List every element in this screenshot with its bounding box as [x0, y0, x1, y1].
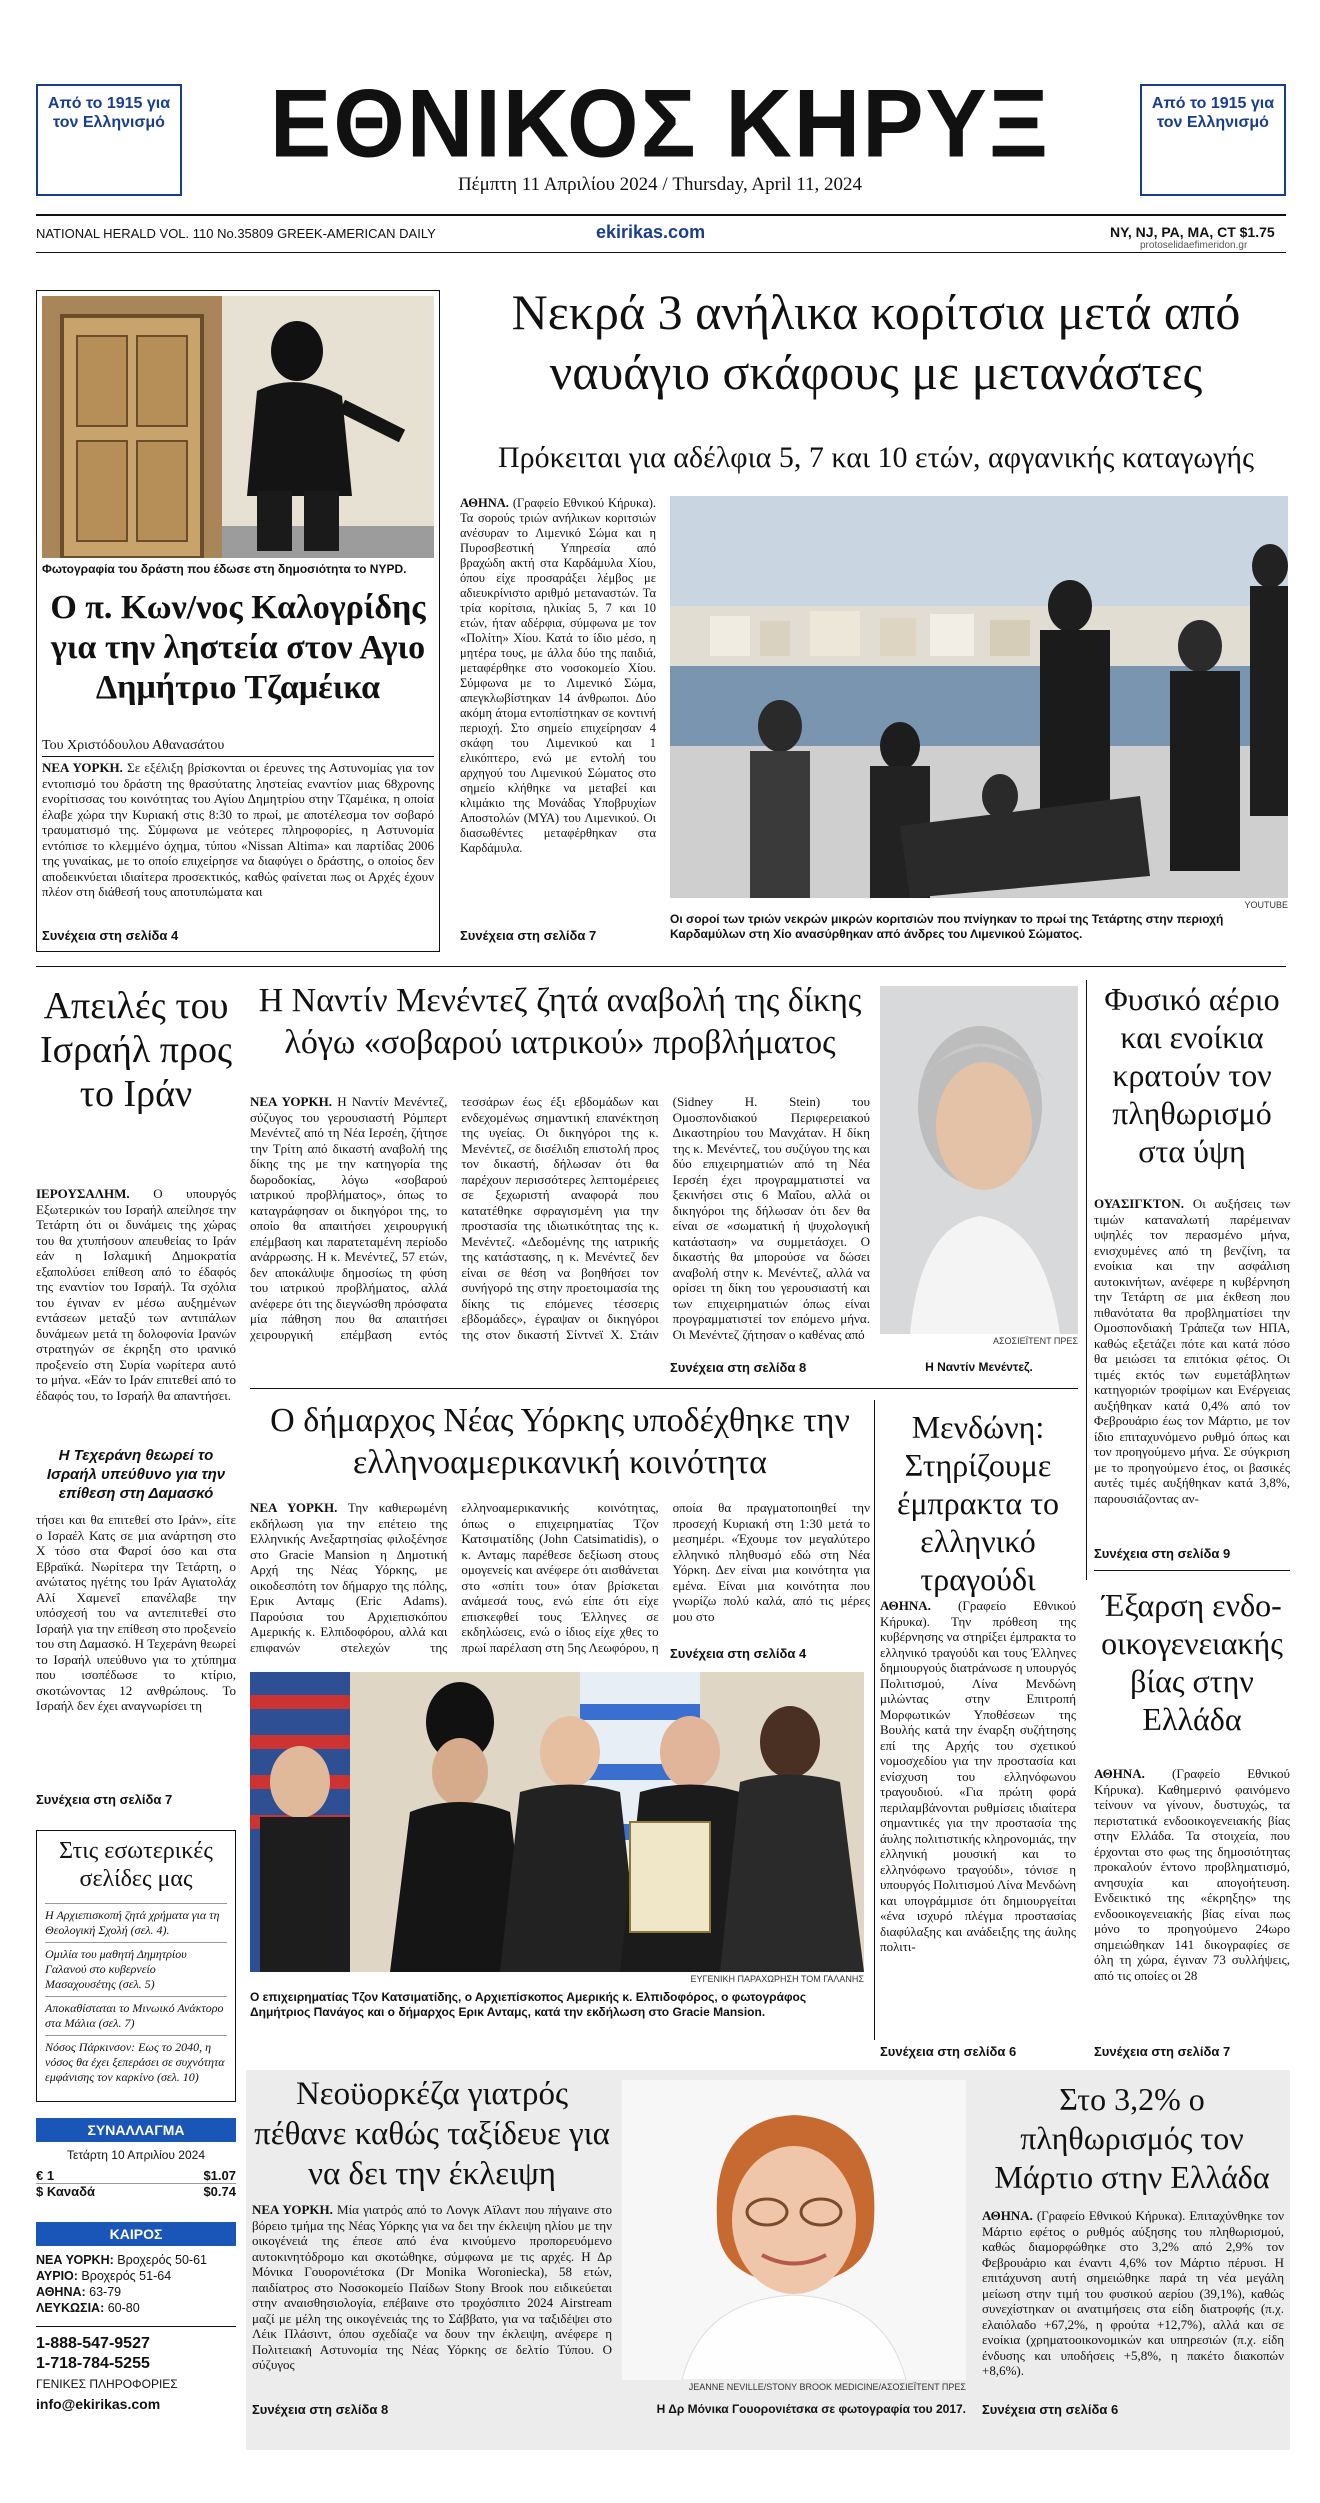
- gas-body-text: Οι αυξήσεις των τιμών καταναλωτή παρέμειναν υψηλές τον περασμένο μήνα, ενισχυμένες από τη βενζίνη, τα ενοίκια και την ασφάλιση αυτοκινήτων, ανέφερε η κυβέρνηση την Τετάρτη σε μια έκθεση που πιθανότατα θα προβληματίσει την Ομοσπονδιακή Τράπεζα των ΗΠΑ, καθώς εξετάζει πότε και κατά πόσο θα μειώσει τα επιτόκια φέτος. Οι τιμές εκτός των ευμετάβλητων κατηγοριών τροφίμων και Ενέργειας αυξήθηκαν κατά 0,4% από τον Φεβρουάριο έως τον Μάρτιο, με τον ίδιο επιταχυνόμενο ρυθμό όπως και τον προηγούμενο μήνα. Σε σύγκριση με το προηγούμενο έτος, οι βασικές αυτές τιμές αυξήθηκαν κατά 3,8%, παρουσιάζοντας αν-: [1094, 1196, 1290, 1506]
- doctor-photo-caption: Η Δρ Μόνικα Γουορονιέτσκα σε φωτογραφία του 2017.: [656, 2402, 966, 2416]
- violence-body-text: (Γραφείο Εθνικού Κήρυκα). Καθημερινό φαινόμενο τείνουν να γίνουν, δυστυχώς, τα περιστατικά ενδοοικογενειακής βίας στην Ελλάδα. Τα στοιχεία, που έρχονται στο φως της δημοσιότητας προκαλούν έντονο προβληματισμό, ανησυχία και απογοήτευση. Ενδεικτικό της «έκρηξης» της ενδοοικογενειακής βίας είναι πως μόνο το προηγούμενο 24ωρο σημειώθηκαν 141 δικογραφίες σε όλη τη χώρα, έγιναν 73 συλλήψεις, από τις οποίες οι 28: [1094, 1766, 1290, 1983]
- mayor-continued[interactable]: Συνέχεια στη σελίδα 4: [670, 1646, 807, 1661]
- priest-body-text: Σε εξέλιξη βρίσκονται οι έρευνες της Αστυνομίας για τον εντοπισμό του δράστη της θρασύτατης ληστείας εναντίον μιας 68χρονης ενορίτισσας του κοινότητας του Αγίου Δημητρίου στην Τζαμέικα, η οποία έλαβε χώρα την Κυριακή στις 8:30 το πρωί, με αποτέλεσμα τον σοβαρό τραυματισμό της. Σύμφωνα με νεότερες πληροφορίες, η Αστυνομία εντόπισε το κλεμμένο όχημα, τύπου «Nissan Altima» και παρτίδας 2006 της γυναίκας, με το οποίο επιχείρησε να διαφύγει ο δράστης, ο οποίος δεν αποδεικνύεται ιδιαίτερα προσεκτικός, καθώς φαίνεται πως οι Αρχές έχουν πλέον στη διάθεσή τους αποτυπώματα και: [42, 760, 434, 899]
- menendez-continued[interactable]: Συνέχεια στη σελίδα 8: [670, 1360, 807, 1375]
- doctor-body: [252, 2202, 612, 2388]
- exchange-title: ΣΥΝΑΛΛΑΓΜΑ: [36, 2118, 236, 2142]
- exchange-row: € 1 $1.07: [36, 2168, 236, 2183]
- price: NY, NJ, PA, MA, CT $1.75: [1110, 224, 1275, 240]
- gas-continued[interactable]: Συνέχεια στη σελίδα 9: [1094, 1546, 1231, 1561]
- inside-item[interactable]: Η Αρχιεπισκοπή ζητά χρήματα για τη Θεολογική Σχολή (σελ. 4).: [45, 1903, 227, 1942]
- violence-continued[interactable]: Συνέχεια στη σελίδα 7: [1094, 2044, 1231, 2059]
- doctor-photo: [622, 2080, 966, 2380]
- menendez-body-text: Η Ναντίν Μενέντεζ, σύζυγος του γερουσιαστή Ρόμπερτ Μενέντεζ από τη Νέα Ιερσέη, ζήτησε την Τρίτη από δικαστή αναβολή της δίκης της με την κατηγορία της δωροδοκίας, λόγω «σοβαρού ιατρικού προβλήματος», όπως το καταγράφησαν οι δικηγόροι της, το οποίο θα απαιτήσει χειρουργική επέμβαση και παρατεταμένη περίοδο ανάρρωσης. Η κ. Μενέντεζ, 57 ετών, δεν αποκάλυψε δημοσίως τη φύση του ιατρικού προβλήματος, αλλά ανέφερε ότι της διεγνώσθη πρόσφατα μία πάθηση που θα απαιτήσει χειρουργική επέμβαση εντός τεσσάρων έως έξι εβδομάδων και ενδεχομένως σημαντική επανέκτηση της υγείας. Οι δικηγόροι της κ. Μενέντεζ, σε δισέλιδη επιστολή προς τον δικαστή, δήλωσαν ότι θα παρέχουν περισσότερες λεπτομέρειες σε ξεχωριστή αναφορά που κατατέθηκε σφραγισμένη για την προστασία της ιδιωτικότητας της κ. Μενέντεζ. «Δεδομένης της ιατρικής της κατάστασης, η κ. Μενέντεζ δεν είναι σε θέση να βοηθήσει τον συνήγορό της στην προετοιμασία της δίκης τις επόμενες τέσσερις εβδομάδες», έγραψαν οι δικηγόροι της στον δικαστή Σίντνεϊ Χ. Στάιν (Sidney H. Stein) του Ομοσπονδιακού Περιφερειακού Δικαστηρίου του Μανχάταν. Η δίκη της κ. Μενέντεζ, του συζύγου της και δύο επιχειρηματιών από τη Νέα Ιερσέη έχει προγραμματιστεί να ξεκινήσει στις 6 Μαΐου, αλλά οι δικηγόροι της δήλωσαν ότι δεν θα είναι σε «σωματική ή ψυχολογική κατάσταση» να συμμετάσχει. Ο δικαστής θα μπορούσε να δώσει αναβολή στην κ. Μενέντεζ, αλλά να ορίσει τη δίκη του γερουσιαστή και των επιχειρηματιών όπως είναι προγραμματιστεί τον επόμενο μήνα. Οι Μενέντεζ ζήτησαν ο καθένας από: [250, 1094, 870, 1342]
- dateline: Πέμπτη 11 Απριλίου 2024 / Thursday, April 11, 2024: [457, 174, 863, 195]
- mayor-photo-caption: Ο επιχειρηματίας Τζον Κατσιματίδης, ο Αρχιεπίσκοπος Αμερικής κ. Ελπιδοφόρος, ο φωτογράφος Δημήτριος Πανάγος και ο δήμαρχος Ερικ Ανταμς, κατά την εκδήλωση στο Gracie Mansion.: [250, 1990, 807, 2019]
- inside-item[interactable]: Αποκαθίσταται το Μινωικό Ανάκτορο στα Μάλια (σελ. 7): [45, 1996, 227, 2035]
- inside-item[interactable]: Ομιλία του μαθητή Δημητρίου Γαλανού στο κυβερνείο Μασαχουσέτης (σελ. 5): [45, 1942, 227, 1996]
- israel-subhead: Η Τεχεράνη θεωρεί το Ισραήλ υπεύθυνο για την επίθεση στη Δαμασκό: [46, 1447, 226, 1502]
- volume-info: NATIONAL HERALD VOL. 110 No.35809 GREEK-AMERICAN DAILY: [36, 226, 436, 241]
- since-1915-badge-right: [1140, 84, 1286, 196]
- inside-pages-title: Στις εσωτερικές σελίδες μας: [59, 1838, 213, 1892]
- mendoni-body: [880, 1598, 1076, 2038]
- weather-row: ΑΘΗΝΑ: 63-79: [36, 2285, 122, 2299]
- priest-byline: Του Χριστόδουλου Αθανασάτου: [42, 738, 434, 757]
- info-label: ΓΕΝΙΚΕΣ ΠΛΗΡΟΦΟΡΙΕΣ: [36, 2377, 178, 2391]
- israel-body: [36, 1186, 236, 1434]
- phone-2[interactable]: 1-718-784-5255: [36, 2355, 150, 2372]
- israel-dateline: ΙΕΡΟΥΣΑΛΗΜ.: [36, 1186, 130, 1201]
- priest-body: [42, 760, 434, 920]
- lead-subhead: Πρόκειται για αδέλφια 5, 7 και 10 ετών, αφγανικής καταγωγής: [497, 441, 1255, 474]
- inflation-body: [982, 2208, 1284, 2388]
- lead-continued[interactable]: Συνέχεια στη σελίδα 7: [460, 928, 597, 943]
- priest-dateline: ΝΕΑ ΥΟΡΚΗ.: [42, 760, 123, 775]
- mendoni-body-text: (Γραφείο Εθνικού Κήρυκα). Την πρόθεση της κυβέρνησης να στηρίξει έμπρακτα το ελληνικό τραγούδι και τους Έλληνες δημιουργούς διατράνωσε η υπουργός Πολιτισμού, Λίνα Μενδώνη μιλώντας στην Επιτροπή Μορφωτικών Υποθέσεων της Βουλής κατά την έναρξη συζήτησης επί της Αρχής του σχετικού νομοσχεδίου για την προστασία και ενίσχυση του ελληνόφωνου τραγουδιού. «Για πρώτη φορά περιλαμβάνονται ρυθμίσεις ιδιαίτερα σημαντικές για την προστασία της άυλης πολιτιστικής κληρονομιάς, την ελληνική μουσική και το ελληνόφωνο τραγούδι», τόνισε η υπουργός Πολιτισμού Λίνα Μενδώνη και υπογράμμισε ότι δημιουργείται «ένα ισχυρό πλέγμα προστασίας διαφύλαξης και ανάδειξης της άυλης πολιτι-: [880, 1598, 1076, 1954]
- violence-dateline: ΑΘΗΝΑ.: [1094, 1766, 1145, 1781]
- inflation-headline[interactable]: Στο 3,2% ο πληθωρισμός τον Μάρτιο στην Ελλάδα: [994, 2081, 1270, 2195]
- doctor-headline[interactable]: Νεοϋορκέζα γιατρός πέθανε καθώς ταξίδευε για να δει την έκλειψη: [254, 2076, 610, 2192]
- weather-row: ΑΥΡΙΟ: Βροχερός 51-64: [36, 2269, 172, 2283]
- mayor-headline[interactable]: Ο δήμαρχος Νέας Υόρκης υποδέχθηκε την ελληνοαμερικανική κοινότητα: [270, 1402, 850, 1481]
- mendoni-headline[interactable]: Μενδώνη: Στηρίζουμε έμπρακτα το ελληνικό τραγούδι: [896, 1409, 1060, 1597]
- exchange-row: $ Καναδά $0.74: [36, 2184, 236, 2199]
- mayor-body-text: Την καθιερωμένη εκδήλωση για την επέτειο της Ελληνικής Ανεξαρτησίας φιλοξένησε στο Gracie Mansion η Δημοτική Αρχή της Νέας Υόρκης, με οικοδεσπότη τον δήμαρχο της πόλης, Ερικ Ανταμς (Eric Adams). Παρούσια του Αρχιεπισκόπου Αμερικής κ. Ελπιδοφόρου, αλλά και επιφανών στελεχών της ελληνοαμερικανικής κοινότητας, όπως ο επιχειρηματίας Τζον Κατσιματίδης (John Catsimatidis), ο κ. Ανταμς παρέθεσε δεξίωση στους ομογενείς και ανέφερε ότι αισθάνεται στο «σπίτι του» όταν βρίσκεται ανάμεσά τους, ενώ είπε ότι είχε επισκεφθεί τους Έλληνες σε εκδηλώσεις, ενώ ο ίδιος είχε χθες το πρωί παρέλαση στη 5ης Λεωφόρου, η οποία θα πραγματοποιηθεί την προσεχή Κυριακή στη 1:30 μετά το μεσημέρι. «Έχουμε τον μεγαλύτερο ελληνικό πληθυσμό εδώ στη Νέα Υόρκη. Δεν είναι μια κοινότητα για εμένα. Είναι μια κοινότητα που γνωρίζω πολύ καλά, από τις μέρες μου στο: [250, 1500, 870, 1655]
- lead-photo-caption: Οι σοροί των τριών νεκρών μικρών κοριτσιών που πνίγηκαν το πρωί της Τετάρτης στην περιοχή Καρδαμύλων στη Χίο ανασύρθηκαν από άνδρες του Λιμενικού Σώματος.: [670, 912, 1224, 941]
- masthead-title: ΕΘΝΙΚΟΣ ΚΗΡΥΞ: [269, 70, 1051, 178]
- weather-row: ΛΕΥΚΩΣΙΑ: 60-80: [36, 2301, 140, 2315]
- gas-dateline: ΟΥΑΣΙΓΚΤΟΝ.: [1094, 1196, 1184, 1211]
- israel-body-text: Ο υπουργός Εξωτερικών του Ισραήλ απείλησε την Τετάρτη ότι οι δυνάμεις της χώρας του θα χτυπήσουν απευθείας το Ιράν εάν η Ισλαμική Δημοκρατία εξαπολύσει επίθεση από το έδαφός της εναντίον του Ισραήλ. Τα σχόλια του έγιναν εν μέσω αυξημένων εντάσεων μεταξύ των αντιπάλων δυνάμεων μετά τη δολοφονία Ιρανών στρατηγών σε έκρηξη στο ιρανικό προξενείο στη Συρία νωρίτερα αυτό το μήνα. «Εάν το Ιράν επιτεθεί από το έδαφός του, το Ισραήλ θα απαντήσει.: [36, 1186, 236, 1403]
- doctor-body-text: Μία γιατρός από το Λονγκ Αϊλαντ που πήγαινε στο βόρειο τμήμα της Νέας Υόρκης για να δει την έκλειψη ηλίου με την οικογένειά της έπεσε από ένα κινούμενο προπορευόμενο αυτοκινητόδρομο και σκοτώθηκε, σύμφωνα με τις αρχές. Η Δρ Μόνικα Γουορονιέτσκα (Dr Monika Woroniecka), 58 ετών, παιδίατρος στο Νοσοκομείο Παίδων Stony Brook που ειδικεύεται στην αναισθησιολογία, επέβαινε στο τροχόσπιτο 2024 Airstream μαζί με μέλη της οικογένειάς της το Σάββατο, για να ταξιδέψει στο Λέικ Πλάσιντ, όπου σχεδίαζε να δουν την έκλειψη, ανέφερε η Πολιτειακή Αστυνομία της Νέας Υόρκης σε δελτίο Τύπου. Ο σύζυγος: [252, 2202, 612, 2372]
- lead-photo-credit: YOUTUBE: [1244, 900, 1288, 910]
- mendoni-continued[interactable]: Συνέχεια στη σελίδα 6: [880, 2044, 1017, 2059]
- priest-continued[interactable]: Συνέχεια στη σελίδα 4: [42, 928, 179, 943]
- inside-pages-box: [36, 1830, 236, 2102]
- mayor-photo: [250, 1672, 864, 1972]
- mayor-dateline: ΝΕΑ ΥΟΡΚΗ.: [250, 1500, 338, 1515]
- mayor-photo-credit: ΕΥΓΕΝΙΚΗ ΠΑΡΑΧΩΡΗΣΗ ΤΟΜ ΓΑΛΑΝΗΣ: [690, 1974, 864, 1984]
- doctor-dateline: ΝΕΑ ΥΟΡΚΗ.: [252, 2202, 333, 2217]
- menendez-body: [250, 1094, 870, 1352]
- exchange-date: Τετάρτη 10 Απριλίου 2024: [67, 2148, 205, 2162]
- lead-body: [460, 496, 656, 924]
- weather-title: ΚΑΙΡΟΣ: [36, 2222, 236, 2246]
- violence-headline[interactable]: Έξαρση ενδο-οικογενειακής βίας στην Ελλάδα: [1101, 1587, 1283, 1737]
- since-1915-badge-left: [36, 84, 182, 196]
- violence-body: [1094, 1766, 1290, 2040]
- menendez-headline[interactable]: Η Ναντίν Μενέντεζ ζητά αναβολή της δίκης λόγω «σοβαρού ιατρικού» προβλήματος: [258, 982, 862, 1061]
- lead-body-text: (Γραφείο Εθνικού Κήρυκα). Τα σορούς τριών ανήλικων κοριτσιών ανέσυραν το Λιμενικό Σώμα και η Πυροσβεστική Υπηρεσία από βραχώδη ακτή στα Καρδάμυλα Χίου, όπου είχε προσαράξει λέμβος με αδιευκρίνιστο αριθμό μεταναστών. Τα τρία κορίτσια, ηλικίας 5, 7 και 10 ετών, ήταν αδέρφια, σύμφωνα με τον «Πολίτη» Χίου. Κατά το ίδιο μέσο, η μητέρα τους, με άλλα δύο της παιδιά, μεταφέρθηκε στο νοσοκομείο Χίου. Σύμφωνα με το Λιμενικό Σώμα, απεγκλωβίστηκαν 14 άνθρωποι. Δύο ακόμη άτομα εντοπίστηκαν σε κοντινή περιοχή. Στο σημείο επιχείρησαν 4 σκάφη του Λιμενικού και 1 ελικόπτερο, ενώ με εντολή του αρχηγού του Λιμενικού Σώματος στο σημείο κλήθηκε να μεταβεί και κλιμάκιο της Μονάδας Υποβρυχίων Αποστολών (ΜΥΑ) του Λιμενικού. Οι διασωθέντες μεταφέρθηκαν στα Καρδάμυλα.: [460, 496, 656, 855]
- priest-photo-caption: Φωτογραφία του δράστη που έδωσε στη δημοσιότητα το NYPD.: [42, 562, 407, 576]
- israel-headline[interactable]: Απειλές του Ισραήλ προς το Ιράν: [39, 985, 232, 1115]
- priest-headline[interactable]: Ο π. Κων/νος Καλογρίδης για την ληστεία στον Αγιο Δημήτριο Τζαμέικα: [50, 589, 426, 706]
- inflation-body-text: (Γραφείο Εθνικού Κήρυκα). Επιταχύνθηκε τον Μάρτιο εφέτος ο ρυθμός αύξησης του πληθωρισμού, καθώς διαμορφώθηκε στο 3,2% από 2,9% τον Φεβρουάριο και έναντι 4,6% τον Μάρτιο πέρυσι. Η επιτάχυνση αυτή σημειώθηκε παρά τη νέα μεγάλη μείωση στην τιμή του φυσικού αερίου (39,1%), καθώς συνεχίστηκαν οι ανατιμήσεις στα είδη διατροφής (π.χ. ελαιόλαδο +67,2%, η φρούτα +12,7%), αλλά και σε ενοίκια (χρηματοοικονομικών και υπηρεσιών (π.χ. είδη ένδυσης και υποδήσεις +5,8%, η πακέτο διακοπών +8,6%).: [982, 2208, 1284, 2378]
- suspect-photo: [42, 296, 434, 558]
- doctor-continued[interactable]: Συνέχεια στη σελίδα 8: [252, 2402, 389, 2417]
- weather-row: ΝΕΑ ΥΟΡΚΗ: Βροχερός 50-61: [36, 2253, 207, 2267]
- lead-headline[interactable]: Νεκρά 3 ανήλικα κορίτσια μετά από ναυάγιο σκάφους με μετανάστες: [511, 284, 1241, 400]
- badge-left-text: Από το 1915 για τον Ελληνισμό: [47, 95, 171, 131]
- inflation-continued[interactable]: Συνέχεια στη σελίδα 6: [982, 2402, 1119, 2417]
- phone-1[interactable]: 1-888-547-9527: [36, 2335, 150, 2352]
- info-email[interactable]: info@ekirikas.com: [36, 2396, 161, 2412]
- lead-dateline: ΑΘΗΝΑ.: [460, 496, 509, 510]
- gas-headline[interactable]: Φυσικό αέριο και ενοίκια κρατούν τον πληθωρισμό στα ύψη: [1104, 981, 1280, 1169]
- gas-body: [1094, 1196, 1290, 1540]
- menendez-photo-caption: Η Ναντίν Μενέντεζ.: [925, 1360, 1033, 1374]
- israel-body2: τήσει και θα επιτεθεί στο Ιράν», είτε ο Ισραέλ Κατς σε μια ανάρτηση στο Χ τόσο στα Φαρσί όσο και στα Εβραϊκά. Νωρίτερα την Τετάρτη, ο ανώτατος ηγέτης του Ιράν Αγιατολάχ Αλί Χαμενεΐ επανέλαβε την υπόσχεσή του να αντεπιτεθεί στο Ισραήλ για την επίθεση στο προξενείο του στη Δαμασκό. Η Τεχεράνη θεωρεί το Ισραήλ υπεύθυνο για το χτύπημα που ισοπέδωσε το κτίριο, σκοτώνοντας 12 ανθρώπους. Το Ισραήλ δεν έχει αναγνωρίσει τη: [36, 1512, 236, 1713]
- menendez-dateline: ΝΕΑ ΥΟΡΚΗ.: [250, 1094, 332, 1109]
- mayor-body: [250, 1500, 870, 1662]
- doctor-photo-credit: JEANNE NEVILLE/STONY BROOK MEDICINE/ΑΣΟΣΙΕΪΤΕΝΤ ΠΡΕΣ: [688, 2382, 966, 2392]
- inflation-dateline: ΑΘΗΝΑ.: [982, 2208, 1033, 2223]
- menendez-photo: [880, 986, 1078, 1334]
- website-link[interactable]: ekirikas.com: [596, 222, 706, 242]
- mendoni-dateline: ΑΘΗΝΑ.: [880, 1598, 931, 1613]
- israel-continued[interactable]: Συνέχεια στη σελίδα 7: [36, 1792, 173, 1807]
- badge-right-text: Από το 1915 για τον Ελληνισμό: [1151, 95, 1275, 131]
- inside-item[interactable]: Νόσος Πάρκινσον: Εως το 2040, η νόσος θα έχει ξεπεράσει σε συχνότητα εμφάνισης τον καρκίνο (σελ. 10): [45, 2035, 227, 2089]
- shipwreck-photo: [670, 496, 1288, 898]
- watermark: protoselidaefimeridon.gr: [1140, 240, 1248, 251]
- menendez-photo-credit: ΑΣΟΣΙΕΪΤΕΝΤ ΠΡΕΣ: [992, 1336, 1078, 1346]
